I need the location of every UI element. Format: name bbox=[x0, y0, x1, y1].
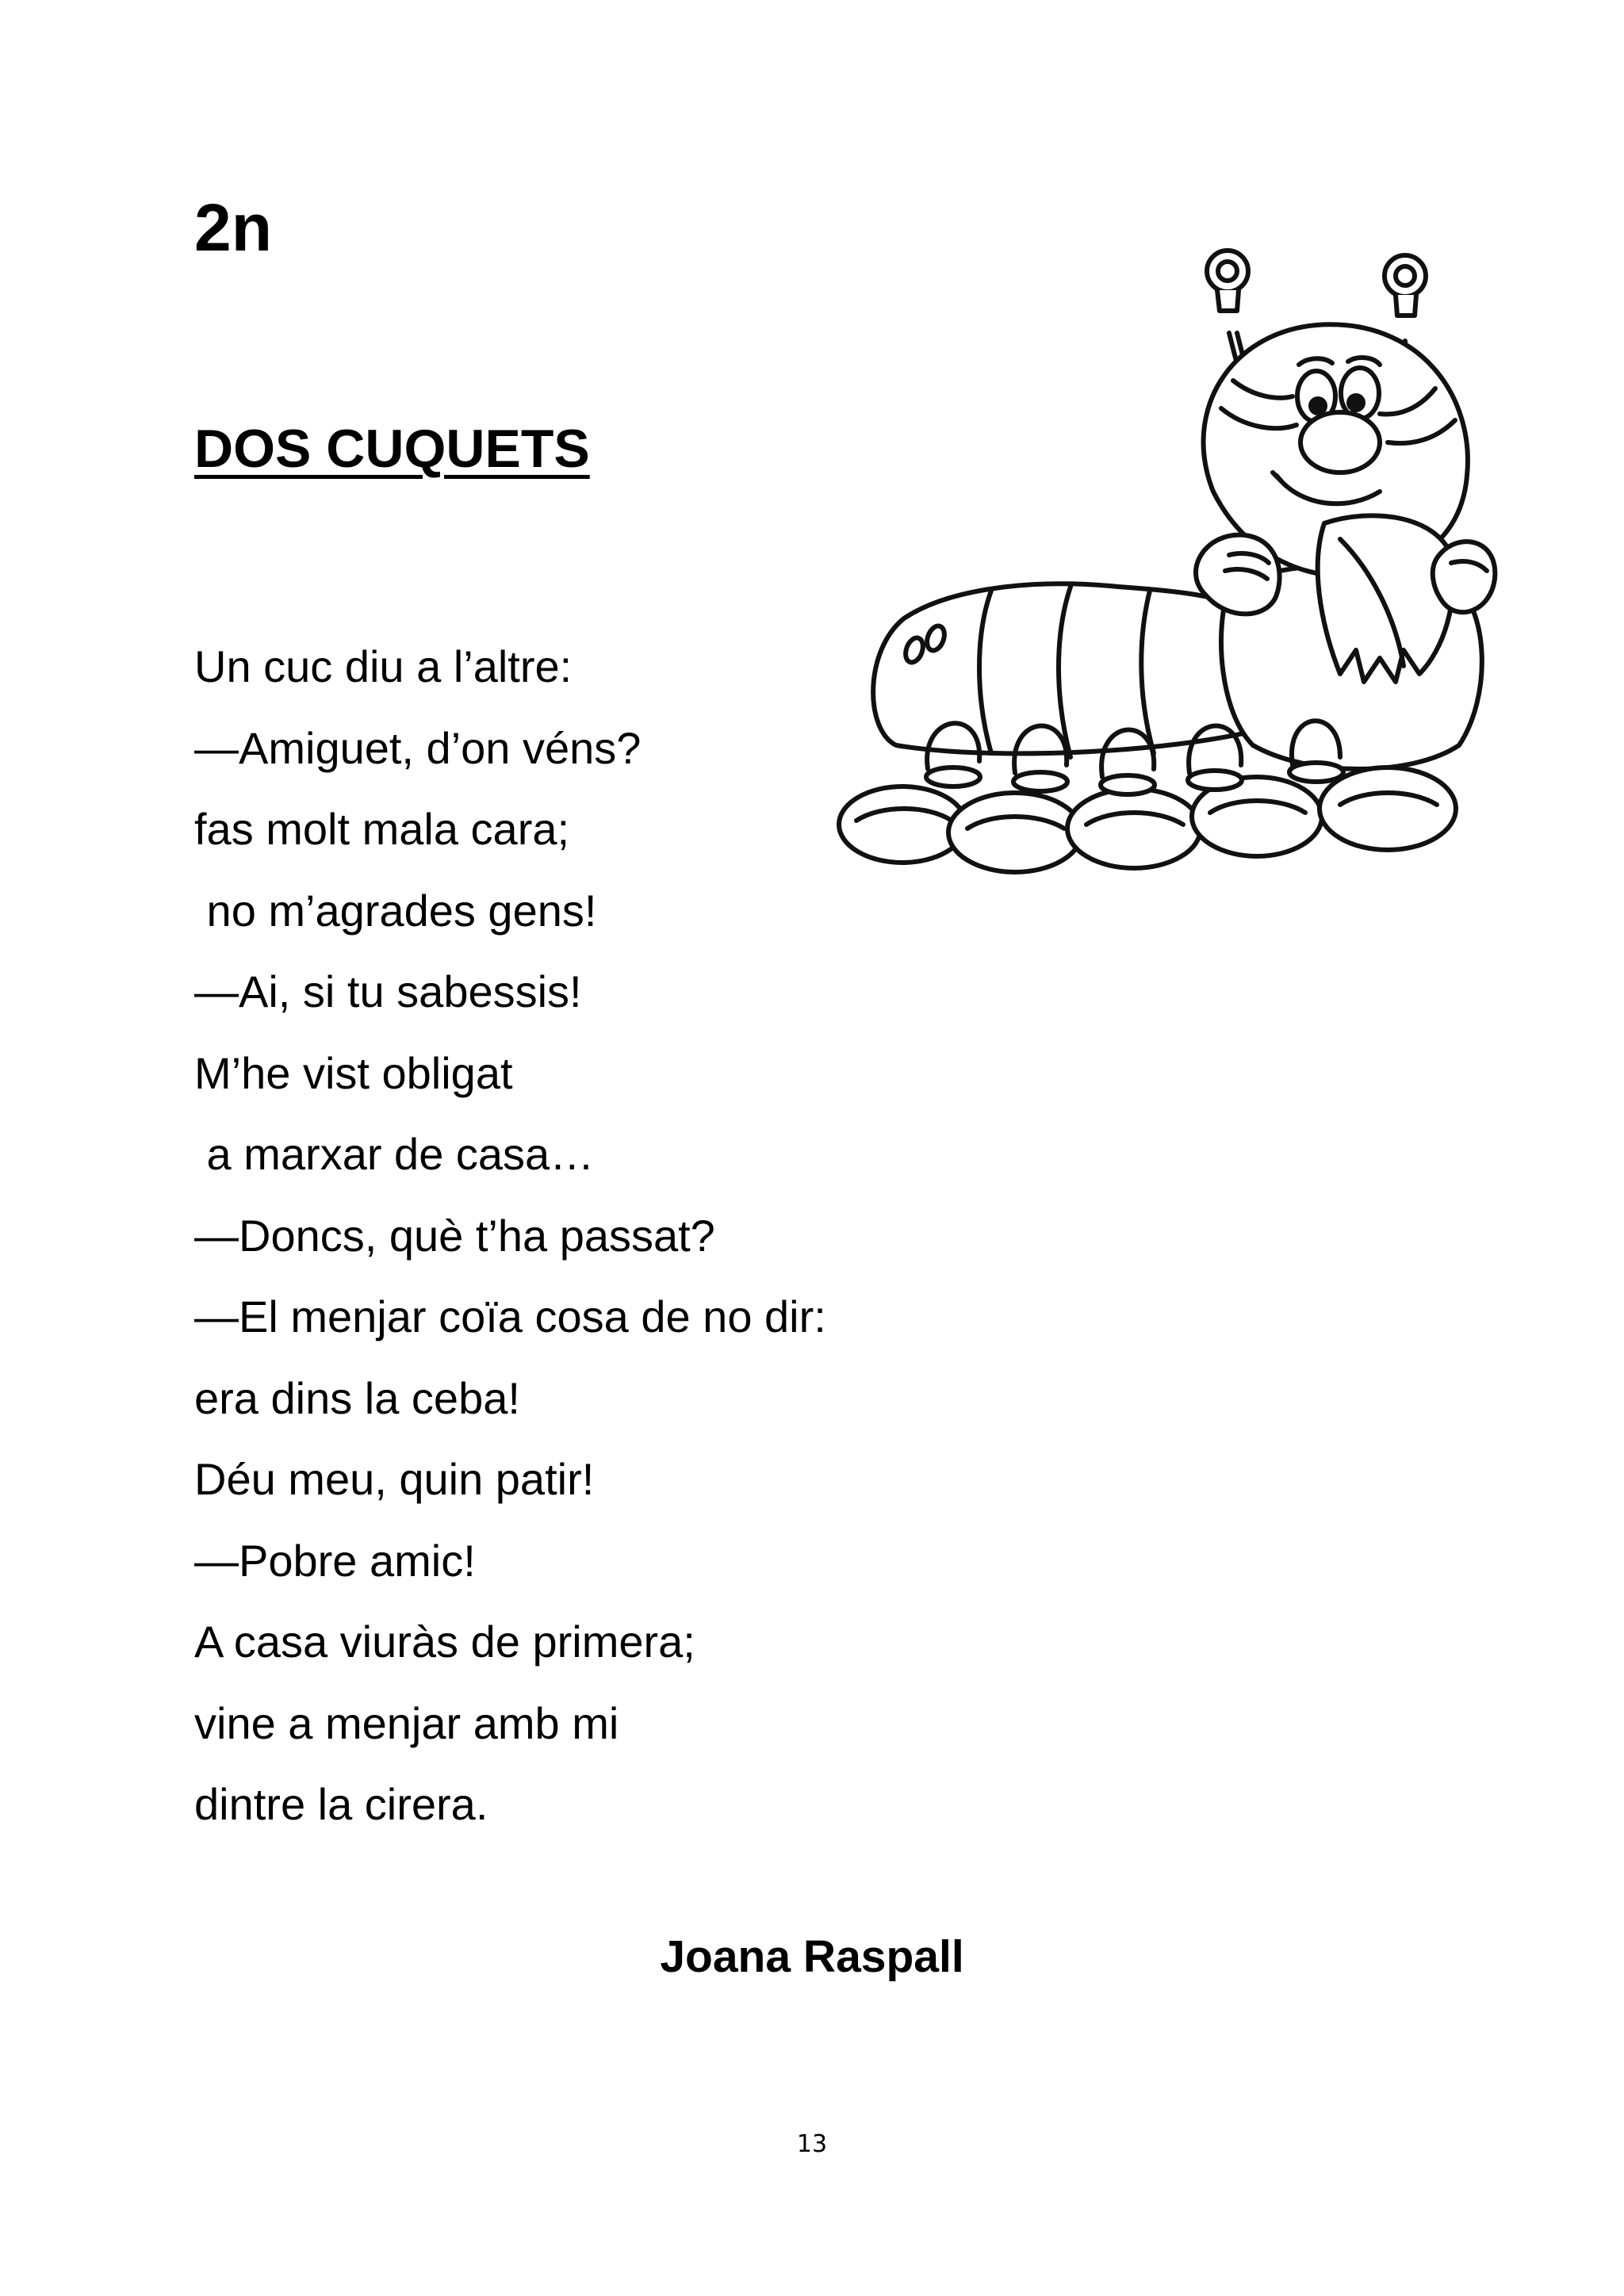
poem-line: Déu meu, quin patir! bbox=[194, 1454, 595, 1504]
poem-line: —Pobre amic! bbox=[194, 1535, 476, 1586]
poem-line: —Doncs, què t’ha passat? bbox=[194, 1210, 715, 1261]
poem-line: fas molt mala cara; bbox=[194, 804, 570, 854]
poem-line: —Ai, si tu sabessis! bbox=[194, 966, 582, 1016]
grade-label: 2n bbox=[194, 190, 273, 265]
poem-line: a marxar de casa… bbox=[194, 1129, 595, 1179]
poem-line: era dins la ceba! bbox=[194, 1372, 520, 1423]
poem-author bbox=[0, 1931, 1624, 1982]
poem-author-name: Joana Raspall bbox=[660, 1931, 964, 1982]
poem-line: Un cuc diu a l’altre: bbox=[194, 641, 573, 691]
poem-line: M’he vist obligat bbox=[194, 1047, 513, 1098]
poem-body bbox=[194, 626, 826, 1846]
poem-line: no m’agrades gens! bbox=[194, 885, 597, 936]
poem-line: —Amiguet, d’on véns? bbox=[194, 722, 642, 773]
poem-line: A casa viuràs de primera; bbox=[194, 1617, 695, 1667]
poem-line: vine a menjar amb mi bbox=[194, 1697, 619, 1748]
poem-line: dintre la cirera. bbox=[194, 1779, 488, 1829]
page-number: 13 bbox=[796, 2130, 828, 2158]
poem-line: —El menjar coïa cosa de no dir: bbox=[194, 1292, 826, 1341]
caterpillar-illustration bbox=[833, 238, 1499, 896]
poem-title: DOS CUQUETS bbox=[194, 419, 590, 479]
